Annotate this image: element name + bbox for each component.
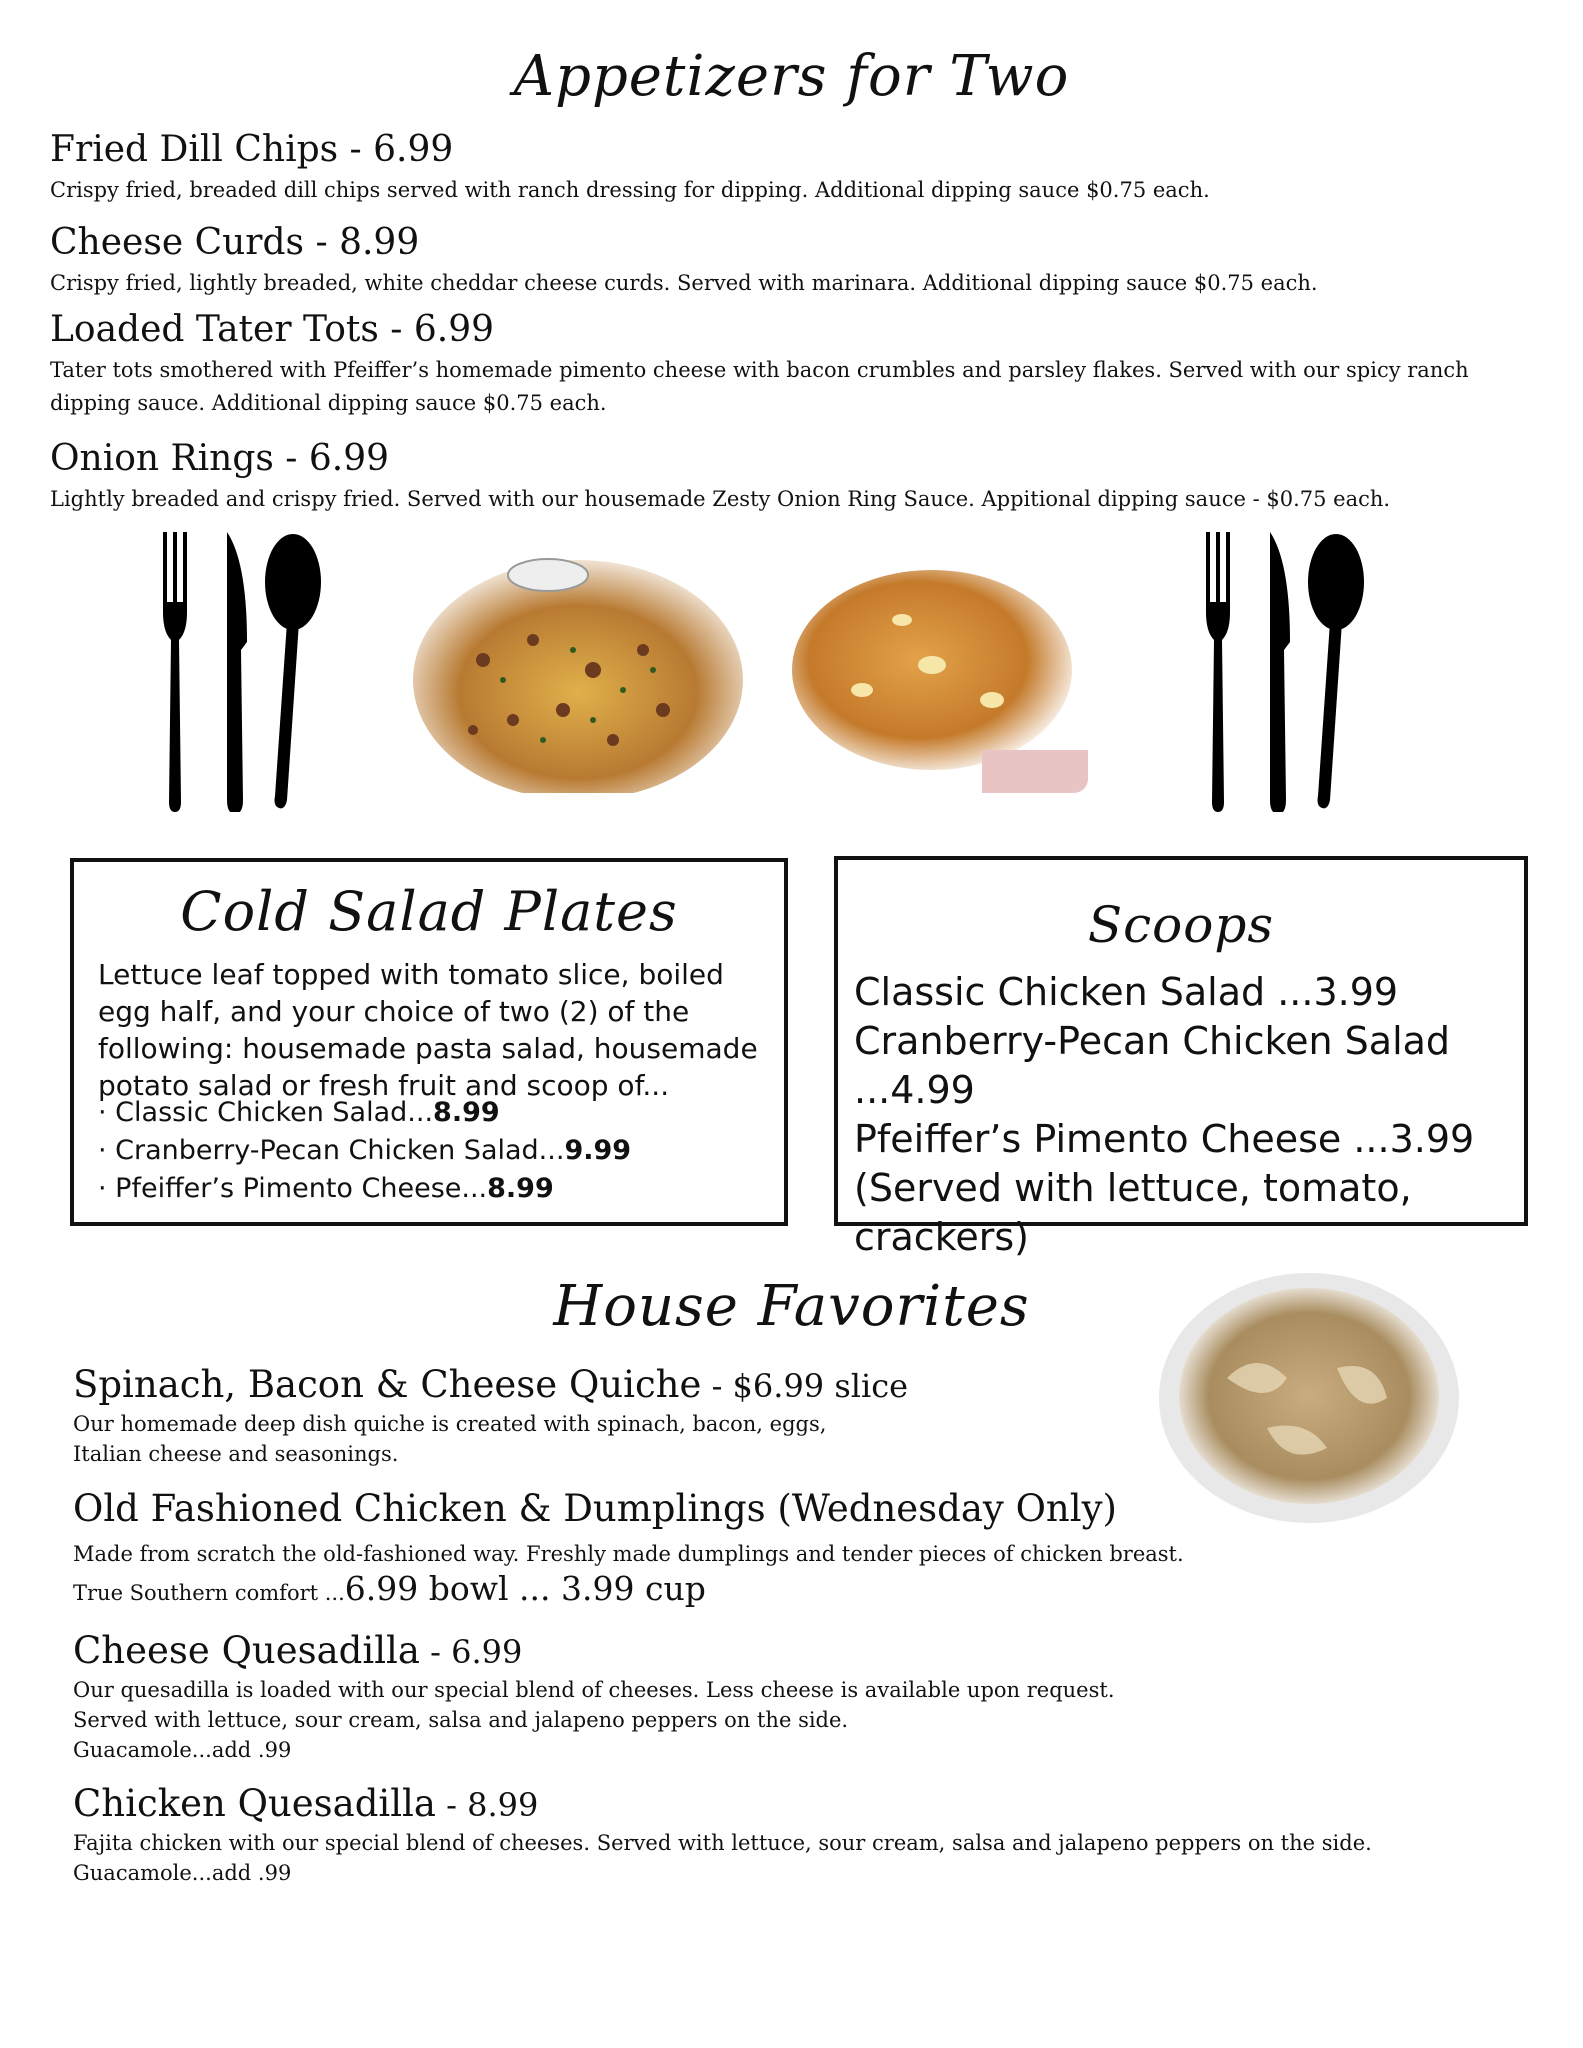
item-description: Our homemade deep dish quiche is created with spinach, bacon, eggs,	[73, 1412, 827, 1436]
item-name: Onion Rings - 6.99	[50, 438, 390, 479]
appetizers-title: Appetizers for Two	[513, 44, 1070, 109]
item-price: - 6.99	[419, 1633, 523, 1671]
item-description: Served with lettuce, sour cream, salsa and jalapeno peppers on the side.	[73, 1708, 849, 1732]
item-description: Guacamole...add .99	[73, 1861, 292, 1885]
item-price: - 8.99	[435, 1786, 539, 1824]
tail-small: True Southern comfort ...	[73, 1581, 345, 1605]
salad-option	[98, 1132, 631, 1170]
scoop-line: Classic Chicken Salad ...3.99	[854, 970, 1399, 1014]
item-description: Guacamole...add .99	[73, 1738, 292, 1762]
item-name	[73, 1486, 1473, 1533]
menu-item	[50, 437, 1510, 516]
scoop-line: Pfeiffer’s Pimento Cheese ...3.99	[854, 1117, 1475, 1161]
scoops-box	[834, 856, 1528, 1259]
item-name: Loaded Tater Tots - 6.99	[50, 309, 495, 350]
scoops-list	[854, 968, 1516, 1262]
menu-item	[50, 128, 1510, 207]
item-name: Fried Dill Chips - 6.99	[50, 129, 454, 170]
item-name-text: Chicken Quesadilla	[73, 1782, 436, 1825]
item-description: Tater tots smothered with Pfeiffer’s homemade pimento cheese with bacon crumbles and parsley flakes. Served with our spicy ranch dipping sauce. Additional dipping sauce $0.75 each.	[50, 358, 1469, 415]
fork-knife-spoon-icon	[1198, 532, 1368, 812]
loaded-tater-tots-photo	[413, 550, 743, 793]
item-name	[73, 1781, 1473, 1828]
item-description: Crispy fried, breaded dill chips served with ranch dressing for dipping. Additional dipping sauce $0.75 each.	[50, 178, 1210, 202]
salad-option	[98, 1170, 631, 1208]
item-description: Made from scratch the old-fashioned way. Freshly made dumplings and tender pieces of chicken breast.	[73, 1542, 1184, 1566]
scoop-line: (Served with lettuce, tomato, crackers)	[854, 1166, 1412, 1259]
salad-option	[98, 1094, 631, 1132]
menu-item	[73, 1486, 1473, 1613]
fork-knife-spoon-icon	[155, 532, 325, 812]
salad-option-price: 9.99	[564, 1135, 632, 1166]
cold-salad-title: Cold Salad Plates	[180, 880, 678, 943]
salad-option-label: · Classic Chicken Salad...	[98, 1097, 434, 1128]
item-name-text: Old Fashioned Chicken & Dumplings (Wednesday Only)	[73, 1487, 1117, 1530]
menu-item	[73, 1628, 1473, 1765]
menu-item	[73, 1362, 1473, 1469]
salad-option-label: · Pfeiffer’s Pimento Cheese...	[98, 1173, 488, 1204]
salad-option-label: · Cranberry-Pecan Chicken Salad...	[98, 1135, 565, 1166]
item-description: Italian cheese and seasonings.	[73, 1442, 399, 1466]
item-description: Crispy fried, lightly breaded, white cheddar cheese curds. Served with marinara. Additional dipping sauce $0.75 each.	[50, 271, 1318, 295]
item-name	[73, 1628, 1473, 1675]
item-description: Lightly breaded and crispy fried. Served with our housemade Zesty Onion Ring Sauce. Appitional dipping sauce - $0.75 each.	[50, 487, 1391, 511]
tail-price: 6.99 bowl ... 3.99 cup	[344, 1569, 706, 1608]
scoop-line: Cranberry-Pecan Chicken Salad ...4.99	[854, 1019, 1451, 1112]
item-description-tail	[73, 1569, 1473, 1613]
item-name-text: Spinach, Bacon & Cheese Quiche	[73, 1363, 702, 1406]
menu-item	[73, 1781, 1473, 1888]
item-name-text: Cheese Quesadilla	[73, 1629, 420, 1672]
cold-salad-description: Lettuce leaf topped with tomato slice, boiled egg half, and your choice of two (2) of the following: housemade pasta salad, housemade potato salad or fresh fruit and scoop of...	[98, 958, 758, 1102]
menu-item	[50, 308, 1510, 420]
item-name: Cheese Curds - 8.99	[50, 222, 420, 263]
menu-item	[50, 221, 1510, 300]
house-favorites-title: House Favorites	[553, 1274, 1030, 1339]
item-description: Fajita chicken with our special blend of cheeses. Served with lettuce, sour cream, salsa and jalapeno peppers on the side.	[73, 1831, 1372, 1855]
item-description: Our quesadilla is loaded with our special blend of cheeses. Less cheese is available upon request.	[73, 1678, 1115, 1702]
cold-salad-plates-box	[70, 858, 788, 1226]
cold-salad-options	[98, 1094, 631, 1208]
scoops-title: Scoops	[1087, 896, 1275, 954]
salad-option-price: 8.99	[487, 1173, 554, 1204]
item-name	[73, 1362, 1473, 1409]
item-price: - $6.99 slice	[701, 1367, 909, 1405]
cheese-curds-photo	[782, 550, 1088, 793]
salad-option-price: 8.99	[433, 1097, 500, 1128]
